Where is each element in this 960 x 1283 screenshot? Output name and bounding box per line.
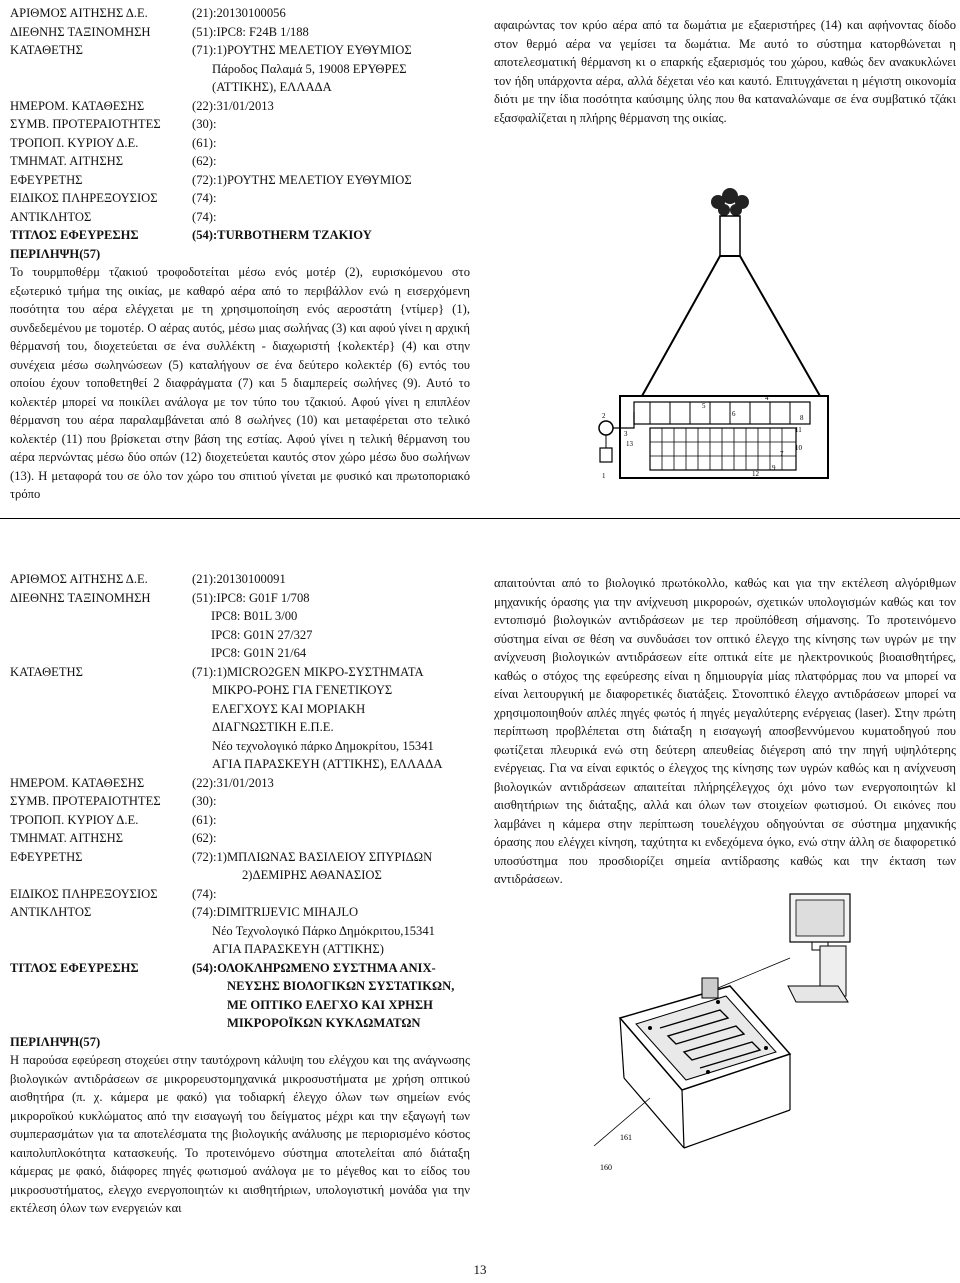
attorney-row <box>10 885 480 904</box>
applicant-label: ΚΑΤΑΘΕΤΗΣ <box>10 43 83 57</box>
figure-label: 9 <box>772 464 776 472</box>
modification-row <box>10 134 480 153</box>
representative-label: ΑΝΤΙΚΛΗΤΟΣ <box>10 209 92 224</box>
record-2-abstract-continued <box>494 574 956 889</box>
inventor-line: 2)ΔΕΜΙΡΗΣ ΑΘΑΝΑΣΙΟΣ <box>242 868 382 882</box>
attorney-label: ΕΙΔΙΚΟΣ ΠΛΗΡΕΞΟΥΣΙΟΣ <box>10 191 158 205</box>
intl-class-label: ΔΙΕΘΝΗΣ ΤΑΞΙΝΟΜΗΣΗ <box>10 590 151 605</box>
applicant-line: (71):1)ΡΟΥΤΗΣ ΜΕΛΕΤΙΟΥ ΕΥΘΥΜΙΟΣ <box>192 43 412 57</box>
figure-label: 7 <box>780 450 784 458</box>
modification-row <box>10 811 480 830</box>
attorney-row <box>10 189 480 208</box>
record-1-abstract-continued <box>494 16 956 127</box>
applicant-line: Νέο τεχνολογικό πάρκο Δημοκρίτου, 15341 <box>212 738 434 753</box>
intl-class-row <box>10 589 480 663</box>
division-value: (62): <box>192 154 217 168</box>
figure-label: 3 <box>624 430 628 438</box>
division-row <box>10 829 480 848</box>
record-1-header <box>10 4 480 504</box>
applicant-line: (ΑΤΤΙΚΗΣ), ΕΛΛΑΔΑ <box>212 80 332 94</box>
applicant-row <box>10 663 480 774</box>
figure-label: 12 <box>752 470 759 478</box>
fireplace-figure <box>590 180 860 490</box>
applicant-row <box>10 41 480 97</box>
title-line: ΜΙΚΡΟΡΟΪΚΩΝ ΚΥΚΛΩΜΑΤΩΝ <box>227 1016 421 1030</box>
modification-label: ΤΡΟΠΟΠ. ΚΥΡΙΟΥ Δ.Ε. <box>10 135 139 150</box>
inventor-row <box>10 848 480 885</box>
title-line: (54):ΟΛΟΚΛΗΡΩΜΕΝΟ ΣΥΣΤΗΜΑ ΑΝΙΧ- <box>192 960 436 975</box>
representative-value: (74): <box>192 209 217 224</box>
applicant-line: (71):1)MICRO2GEN ΜΙΚΡΟ-ΣΥΣΤΗΜΑΤΑ <box>192 664 424 679</box>
intl-class-row <box>10 23 480 42</box>
intl-class-value: (51):IPC8: F24B 1/188 <box>192 24 309 39</box>
figure-label: 2 <box>602 412 606 420</box>
representative-row <box>10 208 480 227</box>
attorney-value: (74): <box>192 191 217 205</box>
abstract-label: ΠΕΡΙΛΗΨΗ(57) <box>10 1034 101 1049</box>
applicant-line: Πάροδος Παλαμά 5, 19008 ΕΡΥΘΡΕΣ <box>212 61 407 76</box>
division-label: ΤΜΗΜΑΤ. ΑΙΤΗΣΗΣ <box>10 831 124 845</box>
modification-value: (61): <box>192 812 217 827</box>
inventor-label: ΕΦΕΥΡΕΤΗΣ <box>10 172 83 187</box>
figure-label: 6 <box>732 410 736 418</box>
division-label: ΤΜΗΜΑΤ. ΑΙΤΗΣΗΣ <box>10 154 124 168</box>
filing-date-row <box>10 774 480 793</box>
applicant-line: ΕΛΕΓΧΟΥΣ ΚΑΙ ΜΟΡΙΑΚΗ <box>212 701 366 716</box>
priorities-label: ΣΥΜΒ. ΠΡΟΤΕΡΑΙΟΤΗΤΕΣ <box>10 117 161 131</box>
filing-date-row <box>10 97 480 116</box>
inventor-line: (72):1)ΜΠΛΙΩΝΑΣ ΒΑΣΙΛΕΙΟΥ ΣΠΥΡΙΔΩΝ <box>192 849 433 864</box>
inventor-label: ΕΦΕΥΡΕΤΗΣ <box>10 849 83 864</box>
figure-label: 8 <box>800 414 804 422</box>
filing-date-value: (22):31/01/2013 <box>192 775 274 790</box>
figure-label: 161 <box>620 1133 632 1142</box>
division-value: (62): <box>192 831 217 845</box>
figure-label: 5 <box>702 402 706 410</box>
priorities-row <box>10 115 480 134</box>
representative-row <box>10 903 480 959</box>
figure-label: 10 <box>795 444 802 452</box>
intl-class-line: (51):IPC8: G01F 1/708 <box>192 590 310 605</box>
app-number-value: (21):20130100091 <box>192 572 286 586</box>
figure-label: 11 <box>795 426 802 434</box>
record-separator <box>0 518 960 519</box>
division-row <box>10 152 480 171</box>
priorities-value: (30): <box>192 794 217 808</box>
filing-date-label: ΗΜΕΡΟΜ. ΚΑΤΑΘΕΣΗΣ <box>10 98 145 113</box>
intl-class-line: IPC8: B01L 3/00 <box>211 609 298 623</box>
abstract-text: Το τουρμποθέρμ τζακιού τροφοδοτείται μέσω ενός μοτέρ (2), ευρισκόμενου στο εξωτερικό τμήμα της οικίας, με καθαρό αέρα από το περιβάλλον ενώ η εισερχόμενη ποσότητα του αέρα ελέγχεται με τη χρησιμοποίηση ενός αεροστάτη {ντίμερ} (1), συνδεδεμένου με τομοτέρ. Ο αέρας αυτός, μέσω μιας σωλήνας (3) και αφού γίνει η αρχική θέρμανσή του, διοχετεύεται σε ένα συλλέκτη - διαχωριστή {κολεκτέρ} (4) και στην συνέχεια μέσω σωληνώσεων (5) καταλήγουν σε ένα δεύτερο κολεκτέρ (6) εντός του οποίου έχουν τοποθετηθεί 2 διαφράγματα (7) και 5 διαμπερείς σωλήνες (9). Αυτό το κολεκτέρ μπορεί να ποικίλει ανάλογα με τον τύπο του τζακιού. Αφού γίνει η επιπλέον θέρμανση του αέρα παραλαμβάνεται από 8 σωλήνες (10) και μεταφέρεται στο τελικό κολεκτέρ (11) που βρίσκεται στην βάση της εστίας. Αφού γίνει η τελική θέρμανση του αέρα περνώντας μέσω δύο οπών (12) διοχετεύεται καυτός στον χώρο μέσω δυο σωλήνων (13). Η μεταφορά του σε όλο τον χώρο του σπιτιού γίνεται με φυσικό και πρωτοποριακό τρόπο <box>10 265 470 501</box>
applicant-line: ΑΓΙΑ ΠΑΡΑΣΚΕΥΗ (ΑΤΤΙΚΗΣ), ΕΛΛΑΔΑ <box>212 757 443 771</box>
page-number: 13 <box>473 1262 487 1277</box>
filing-date-value: (22):31/01/2013 <box>192 98 274 113</box>
title-line: ΝΕΥΣΗΣ ΒΙΟΛΟΓΙΚΩΝ ΣΥΣΤΑΤΙΚΩΝ, <box>227 979 455 993</box>
attorney-label: ΕΙΔΙΚΟΣ ΠΛΗΡΕΞΟΥΣΙΟΣ <box>10 886 158 901</box>
app-number-row <box>10 4 480 23</box>
microfluidic-figure <box>590 878 890 1178</box>
intl-class-line: IPC8: G01N 27/327 <box>211 627 313 642</box>
priorities-value: (30): <box>192 117 217 131</box>
priorities-label: ΣΥΜΒ. ΠΡΟΤΕΡΑΙΟΤΗΤΕΣ <box>10 794 161 808</box>
representative-line: ΑΓΙΑ ΠΑΡΑΣΚΕΥΗ (ΑΤΤΙΚΗΣ) <box>212 942 384 956</box>
representative-line: (74):DIMITRIJEVIC MIHAJLO <box>192 905 359 919</box>
title-row <box>10 226 480 245</box>
intl-class-line: IPC8: G01N 21/64 <box>211 646 307 660</box>
priorities-row <box>10 792 480 811</box>
title-label: ΤΙΤΛΟΣ ΕΦΕΥΡΕΣΗΣ <box>10 228 139 242</box>
figure-label: 13 <box>626 440 633 448</box>
record-2-header <box>10 570 480 1218</box>
representative-label: ΑΝΤΙΚΛΗΤΟΣ <box>10 905 92 919</box>
app-number-label: ΑΡΙΘΜΟΣ ΑΙΤΗΣΗΣ Δ.Ε. <box>10 572 148 586</box>
modification-label: ΤΡΟΠΟΠ. ΚΥΡΙΟΥ Δ.Ε. <box>10 812 139 827</box>
intl-class-label: ΔΙΕΘΝΗΣ ΤΑΞΙΝΟΜΗΣΗ <box>10 24 151 39</box>
abstract-continued-text: απαιτούνται από το βιολογικό πρωτόκολλο, καθώς και για την εκτέλεση αλγόριθμων μηχανικής όρασης για την ανίχνευση μικροροών, σχετικών υπολογισμών καθώς και τον εντοπισμό βιολογικών αντιδράσεων με τερ προϋπόθεση σήμανσης. Το προτεινόμενο σύστημα είναι σε θέση να συνδυάσει τον οπτικό έλεγχο της κίνησης των υγρών με την ανίχνευση βιολογικών αντιδράσεων είτε οπτικά είτε με ηλεκτρονικούς βιοαισθητήρες, καθώς ο στόχος της εφεύρεσης είναι η δημιουργία μίας πλατφόρμας που να μπορεί να είναι λειτουργική με διαφορετικές διατάξεις. Στονοπτικό έλεγχο αντιδράσεων μπορεί να χρησιμοποιηθούν απλές πηγές φωτός ή πηγές μεγαλύτερης ενέργειας (laser). Στην πρώτη περίπτωση προβλέπεται στη διάταξη η εισαγωγή αποσβεννύμενου κυματοδηγού που φωτίζεται πλευρικά ενώ στη δεύτερη απευθείας διέγερση από την πηγή υψηλότερης ενέργειας. Για να είναι εφικτός ο έλεγχος της κίνησης των υγρών καθώς και η ανίχνευση βιολογικών αντιδράσεων απαιτείται πλήρηςέλεγχος όχι μόνο των ενεργοποιητών kl αισθητήριων της διάταξης, αλλά και όλων των στοιχείων φωτισμού. Οι εικόνες που λαμβάνει η κάμερα στην περίπτωση τουελέγχου οδηγούνται σε σύστημα μηχανικής όρασης που ελέγχει κίνηση, ταχύτητα κι ενδεχόμενα όγκο, ενώ στην άλλη σε διαφορετικό υποσύστημα που προσδιορίζει σημεία αντίδρασης καθώς και την έκταση των αντιδράσεων. <box>494 576 956 886</box>
filing-date-label: ΗΜΕΡΟΜ. ΚΑΤΑΘΕΣΗΣ <box>10 775 145 790</box>
abstract-text: Η παρούσα εφεύρεση στοχεύει στην ταυτόχρονη κάλυψη του ελέγχου και της ανάγνωσης βιολογικών αντιδράσεων σε μικρορευστομηχανικά μικροσυστήματα με χρήση οπτικού αισθητήρα (π. χ. κάμερα με φακό) για τοδιαρκή έλεγχο όλων των σημείων ενός μικροροϊκού κυκλώματος από την εισαγωγή του δείγματος μέχρι και την εξαγωγή των συμπερασμάτων για τα αποτελέσματα της βιολογικής ανάλυσης με περιορισμένο κόστος καιπολυπλοκότητα κατασκευής. Το προτεινόμενο σύστημα αποτελείται από διάταξη κάμερας με φακό, διάφορες πηγές φωτισμού ανάλογα με το μέγεθος και το είδος του μικροσυστήματος, ελεγχο ενεργοποιητών κι αισθητήριων, υπολογιστική μονάδα για την εκτέλεση όλων των ενεργειών και <box>10 1053 470 1215</box>
abstract-continued-text: αφαιρώντας τον κρύο αέρα από τα δωμάτια με εξαεριστήρες (14) και αφήνοντας δίοδο στον θερμό αέρα να γεμίσει τα δωμάτια. Με αυτό το σύστημα κατορθώνεται η αποτελεσματική θέρμανση κι ο επαρκής εξαερισμός του χώρου, καθώς δεν ανακυκλώνει τον ήδη υπάρχοντα αέρα, αλλά δέχεται νέο και καυτό. Επιτυγχάνεται η μέγιστη οικονομία διότι με την ίδια ποσότητα καύσιμης ύλης που θα καταναλώναμε σε ένα συμβατικό τζάκι εξασφαλίζεται η πλήρης θέρμανση της οικίας. <box>494 18 956 125</box>
representative-line: Νέο Τεχνολογικό Πάρκο Δημόκριτου,15341 <box>212 923 435 938</box>
title-line: ΜΕ ΟΠΤΙΚΟ ΕΛΕΓΧΟ ΚΑΙ ΧΡΗΣΗ <box>227 997 433 1012</box>
figure-label: 4 <box>765 394 769 402</box>
title-row <box>10 959 480 1033</box>
inventor-value: (72):1)ΡΟΥΤΗΣ ΜΕΛΕΤΙΟΥ ΕΥΘΥΜΙΟΣ <box>192 172 412 187</box>
applicant-line: ΔΙΑΓΝΩΣΤΙΚΗ Ε.Π.Ε. <box>212 720 334 734</box>
title-label: ΤΙΤΛΟΣ ΕΦΕΥΡΕΣΗΣ <box>10 960 139 975</box>
abstract-label: ΠΕΡΙΛΗΨΗ(57) <box>10 246 101 261</box>
applicant-label: ΚΑΤΑΘΕΤΗΣ <box>10 664 83 679</box>
inventor-row <box>10 171 480 190</box>
app-number-row <box>10 570 480 589</box>
modification-value: (61): <box>192 135 217 150</box>
attorney-value: (74): <box>192 886 217 901</box>
title-value: (54):TURBOTHERM ΤΖΑΚΙΟΥ <box>192 228 372 242</box>
app-number-value: (21):20130100056 <box>192 6 286 20</box>
figure-label: 1 <box>602 472 606 480</box>
figure-label: 160 <box>600 1163 612 1172</box>
applicant-line: ΜΙΚΡΟ-ΡΟΗΣ ΓΙΑ ΓΕΝΕΤΙΚΟΥΣ <box>212 683 393 697</box>
app-number-label: ΑΡΙΘΜΟΣ ΑΙΤΗΣΗΣ Δ.Ε. <box>10 6 148 20</box>
